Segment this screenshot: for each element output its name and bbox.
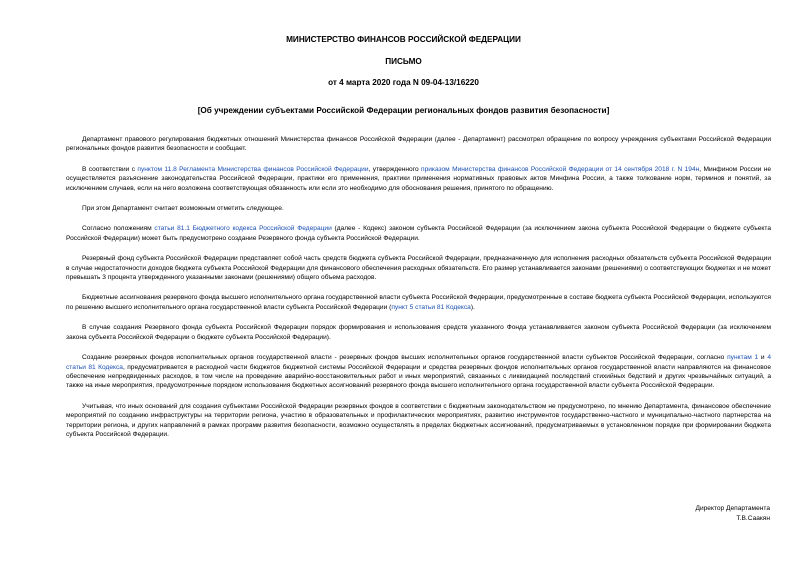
- document-date-number: от 4 марта 2020 года N 09-04-13/16220: [328, 78, 479, 87]
- paragraph-2: В соответствии с пунктом 11.8 Регламента Министерства финансов Российской Федерации, утвержденного приказом Министерства финансов Российской Федерации от 14 сентября 2018 г. N 194н, Минфином России не осуществляется разъяснение законодательства Российской Федерации, практики его применения, практики применения нормативных правовых актов Минфина России, а также толкование норм, терминов и понятий, за исключением случаев, если на него возложена соответствующая обязанность или если это необходимо для обоснования решения, принятого по обращению.: [66, 165, 772, 192]
- paragraph-8: Создание резервных фондов исполнительных органов государственной власти - резервных фондов высших исполнительных органов государственной власти субъектов Российской Федерации, согласно пунктам 1 и 4 статьи 81 Кодекса, предусматривается в расходной части бюджетов бюджетной системы Российской Федерации и средства резервных фондов исполнительных органов государственной власти направляются на финансовое обеспечение непредвиденных расходов, в том числе на проведение аварийно-восстановительных работ и иных мероприятий, связанных с ликвидацией последствий стихийных бедствий и других чрезвычайных ситуаций, а также на иные мероприятия, предусмотренные порядком использования бюджетных ассигнований резервного фонда высшего исполнительного органа государственной власти субъекта Российской Федерации.: [66, 354, 772, 390]
- paragraph-6: Бюджетные ассигнования резервного фонда высшего исполнительного органа государственной власти субъекта Российской Федерации, предусмотренные в составе бюджета субъекта Российской Федерации, используются по решению высшего исполнительного органа государственной власти субъекта Российской Федерации (пункт 5 статьи 81 Кодекса).: [66, 294, 771, 311]
- paragraph-1: Департамент правового регулирования бюджетных отношений Министерства финансов Российской Федерации (далее - Департамент) рассмотрел обращение по вопросу учреждения субъектами Российской Федерации региональных фондов развития безопасности и сообщает.: [66, 136, 771, 153]
- link-article-81-p5[interactable]: пункт 5 статьи 81 Кодекса: [391, 303, 471, 311]
- signature-position: Директор Департамента: [695, 505, 770, 512]
- signature-name: Т.В.Саакян: [736, 515, 770, 522]
- link-reglament-11-8[interactable]: пунктом 11.8 Регламента Министерства финансов Российской Федерации: [137, 165, 369, 173]
- document-body: [66, 135, 771, 450]
- paragraph-7: В случае создания Резервного фонда субъекта Российской Федерации порядок формирования и использования средств указанного Фонда устанавливается законом субъекта Российской Федерации (за исключением закона субъекта Российской Федерации о бюджете субъекта Российской Федерации).: [66, 324, 771, 341]
- document-subject: [Об учреждении субъектами Российской Федерации региональных фондов развития безопасности]: [197, 106, 610, 115]
- link-article-81-p1[interactable]: пунктам 1: [727, 354, 759, 362]
- link-budget-code-81-1[interactable]: статьи 81.1 Бюджетного кодекса Российской Федерации: [154, 225, 332, 233]
- link-order-194n[interactable]: приказом Министерства финансов Российской Федерации от 14 сентября 2018 г. N 194н: [421, 165, 700, 173]
- paragraph-5: Резервный фонд субъекта Российской Федерации представляет собой часть средств бюджета субъекта Российской Федерации, предназначенную для исполнения расходных обязательств субъекта Российской Федерации в случае недостаточности доходов бюджета субъекта Российской Федерации для финансового обеспечения расходных обязательств. Его размер устанавливается законами (решениями) о соответствующих бюджетах и не может превышать 3 процента утвержденного указанными законами (решениями) общего объема расходов.: [66, 255, 771, 282]
- document-type: ПИСЬМО: [385, 57, 422, 66]
- paragraph-9: Учитывая, что иных оснований для создания субъектами Российской Федерации резервных фондов в соответствии с бюджетным законодательством не предусмотрено, по мнению Департамента, финансовое обеспечение мероприятий по созданию инфраструктуры на территории региона, участию в образовательных и профилактических мероприятиях, развитию инструментов государственно-частного и муниципально-частного партнерства на территории региона, и других направлений в рамках программ развития безопасности, возможно осуществлять в пределах бюджетных ассигнований, предусматриваемых в установленном порядке при формировании бюджета субъекта Российской Федерации.: [66, 402, 771, 438]
- link-article-81-p4[interactable]: 4 статьи 81 Кодекса: [66, 354, 771, 371]
- paragraph-3: При этом Департамент считает возможным отметить следующее.: [82, 205, 284, 213]
- signature-block: [695, 504, 770, 524]
- ministry-title: МИНИСТЕРСТВО ФИНАНСОВ РОССИЙСКОЙ ФЕДЕРАЦИИ: [286, 35, 521, 44]
- paragraph-4: Согласно положениям статьи 81.1 Бюджетного кодекса Российской Федерации (далее - Кодекс) законом субъекта Российской Федерации (за исключением закона субъекта Российской Федерации о бюджете субъекта Российской Федерации) может быть предусмотрено создание Резервного фонда субъекта Российской Федерации.: [66, 225, 771, 242]
